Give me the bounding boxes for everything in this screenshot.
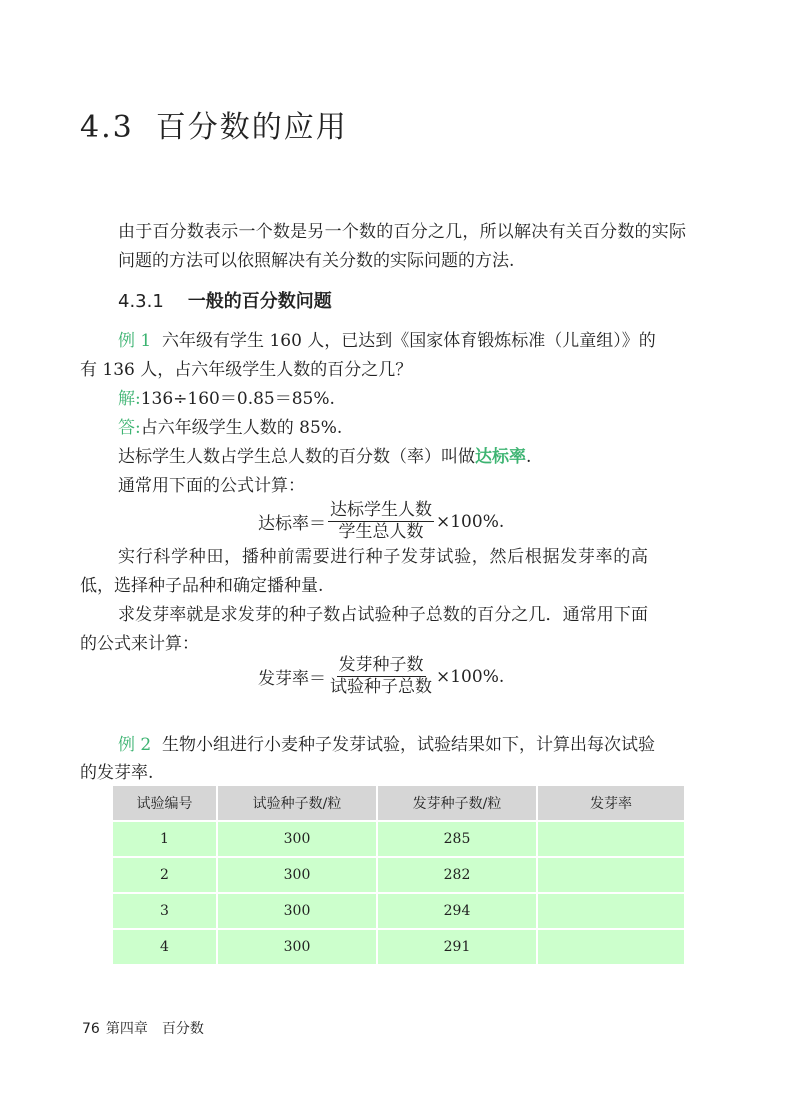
example1-solution (118, 385, 335, 414)
intro-paragraph (118, 218, 686, 276)
definition-end: . (526, 447, 532, 467)
section-title-text: 百分数的应用 (155, 110, 348, 145)
rate-text: 求发芽率就是求发芽的种子数占试验种子总数的百分之几．通常用下面的公式来计算： (80, 605, 648, 654)
example1-answer (118, 414, 342, 443)
table-cell: 300 (217, 857, 377, 893)
table-row (113, 893, 684, 929)
page-footer (82, 1018, 204, 1038)
formula1-numerator: 达标学生人数 (330, 500, 432, 520)
example1-text-1: 六年级有学生 160 人，已达到《国家体育锻炼标准（儿童组）》的 (162, 331, 656, 351)
germination-table (113, 786, 684, 966)
example1-line1 (118, 327, 656, 356)
footer-chapter: 第四章 (105, 1021, 148, 1037)
table-cell: 4 (113, 929, 217, 965)
formula1-denominator: 学生总人数 (338, 522, 424, 542)
table-row (113, 821, 684, 857)
table-header-cell: 试验种子数/粒 (217, 786, 377, 821)
table-cell (537, 893, 684, 929)
example1-line2 (80, 356, 412, 385)
table-cell (537, 857, 684, 893)
solution-label: 解: (118, 389, 141, 409)
formula2-fraction (328, 655, 434, 698)
formula-pass-rate (258, 500, 504, 543)
example2-text-2: 的发芽率. (80, 763, 154, 783)
table-header-cell: 发芽率 (537, 786, 684, 821)
table-cell: 1 (113, 821, 217, 857)
example1-label: 例 1 (118, 331, 152, 351)
table-cell: 294 (377, 893, 537, 929)
formula2-denominator: 试验种子总数 (330, 677, 432, 697)
example2-line1 (118, 731, 655, 760)
footer-chapter-title: 百分数 (161, 1021, 204, 1037)
subsection-title: 一般的百分数问题 (187, 291, 332, 312)
solution-text: 136÷160＝0.85＝85%. (140, 389, 335, 409)
formula2-numerator: 发芽种子数 (338, 655, 424, 675)
table-cell: 300 (217, 893, 377, 929)
page-number: 76 (82, 1021, 100, 1037)
example2-label: 例 2 (118, 735, 152, 755)
example2-text-1: 生物小组进行小麦种子发芽试验，试验结果如下，计算出每次试验 (162, 735, 656, 755)
table-cell: 300 (217, 821, 377, 857)
table-row (113, 857, 684, 893)
table-cell: 300 (217, 929, 377, 965)
definition-line (118, 443, 531, 472)
intro-text: 由于百分数表示一个数是另一个数的百分之几，所以解决有关百分数的实际问题的方法可以依照解决有关分数的实际问题的方法. (118, 222, 686, 271)
formula2-rhs: ×100%. (436, 666, 505, 687)
table-header-cell: 试验编号 (113, 786, 217, 821)
formula2-lhs: 发芽率＝ (258, 669, 326, 689)
table-cell (537, 821, 684, 857)
subsection-number: 4.3.1 (118, 291, 164, 312)
table-cell: 291 (377, 929, 537, 965)
section-title (80, 102, 348, 146)
section-number: 4.3 (80, 110, 134, 145)
formula-intro-text: 通常用下面的公式计算： (118, 476, 305, 496)
table-header-cell: 发芽种子数/粒 (377, 786, 537, 821)
formula1-rhs: ×100%. (436, 511, 505, 532)
table-cell: 3 (113, 893, 217, 929)
table-header-row (113, 786, 684, 821)
formula1-fraction (328, 500, 434, 543)
table-cell: 2 (113, 857, 217, 893)
planting-paragraph (80, 543, 648, 601)
answer-label: 答: (118, 418, 141, 438)
planting-text: 实行科学种田，播种前需要进行种子发芽试验，然后根据发芽率的高低，选择种子品种和确定播种量. (80, 547, 648, 596)
example1-text-2: 有 136 人，占六年级学生人数的百分之几？ (80, 360, 413, 380)
rate-paragraph (80, 601, 648, 659)
table-cell: 285 (377, 821, 537, 857)
definition-term: 达标率 (475, 447, 526, 467)
formula-intro (118, 472, 305, 501)
formula-germination-rate (258, 655, 504, 698)
table-row (113, 929, 684, 965)
example2-line2 (80, 759, 153, 788)
table-cell: 282 (377, 857, 537, 893)
table-cell (537, 929, 684, 965)
subsection-heading (118, 287, 332, 313)
answer-text: 占六年级学生人数的 85%. (140, 418, 343, 438)
definition-text: 达标学生人数占学生总人数的百分数（率）叫做 (118, 447, 475, 467)
formula1-lhs: 达标率＝ (258, 514, 326, 534)
